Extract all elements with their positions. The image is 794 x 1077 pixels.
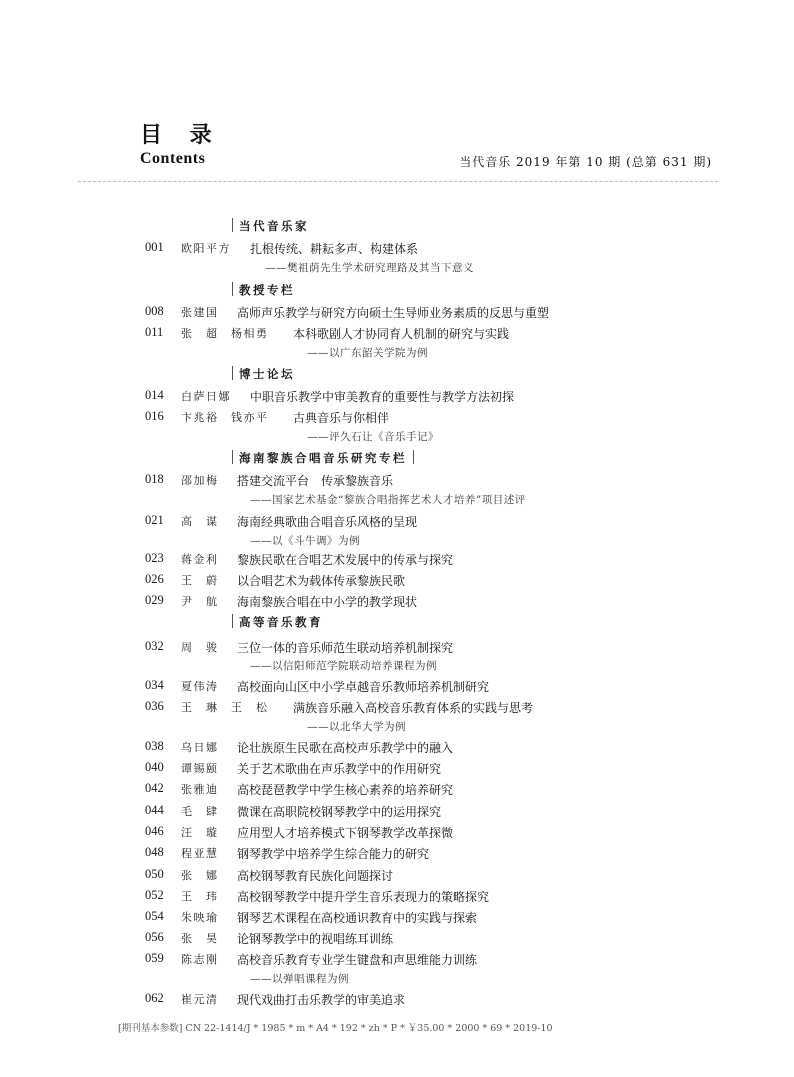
section-bracket-left <box>232 218 233 232</box>
toc-entry[interactable] <box>0 572 794 590</box>
article-author: 毛 肆 <box>181 805 219 818</box>
page-number: 038 <box>145 739 164 753</box>
article-title[interactable]: 高校面向山区中小学卓越音乐教师培养机制研究 <box>237 680 490 694</box>
toc-entry[interactable] <box>0 472 794 490</box>
page-number: 046 <box>145 824 164 838</box>
article-author: 张建国 <box>181 306 219 319</box>
article-author: 王 玮 <box>181 890 219 903</box>
page-number: 062 <box>145 991 164 1005</box>
page-number: 008 <box>145 304 164 318</box>
article-subtitle: ——以广东韶关学院为例 <box>307 347 428 359</box>
article-title[interactable]: 高校钢琴教学中提升学生音乐表现力的策略探究 <box>237 890 490 904</box>
article-subtitle: ——樊祖荫先生学术研究理路及其当下意义 <box>265 262 474 274</box>
page-title-english: Contents <box>140 150 206 167</box>
toc-entry[interactable] <box>0 739 794 757</box>
article-title[interactable]: 海南黎族合唱在中小学的教学现状 <box>237 595 418 609</box>
section-bracket-left <box>232 614 233 628</box>
page-number: 050 <box>145 867 164 881</box>
article-title[interactable]: 钢琴教学中培养学生综合能力的研究 <box>237 847 430 861</box>
article-title[interactable]: 三位一体的音乐师范生联动培养机制探究 <box>237 641 454 655</box>
article-title[interactable]: 本科歌剧人才协同育人机制的研究与实践 <box>293 327 510 341</box>
article-title[interactable]: 黎族民歌在合唱艺术发展中的传承与探究 <box>237 553 454 567</box>
page-number: 029 <box>145 593 164 607</box>
article-author: 张雅迪 <box>181 783 219 796</box>
article-author: 朱映瑜 <box>181 911 219 924</box>
title-block <box>140 118 222 149</box>
page-number: 018 <box>145 472 164 486</box>
page-number: 026 <box>145 572 164 586</box>
page-number: 040 <box>145 760 164 774</box>
toc-entry[interactable] <box>0 845 794 863</box>
page-title: 目 录 <box>140 123 222 148</box>
article-title[interactable]: 高校钢琴教育民族化问题探讨 <box>237 869 394 883</box>
page-number: 036 <box>145 699 164 713</box>
section-heading <box>232 450 414 466</box>
article-subtitle: ——以弹唱课程为例 <box>250 973 349 985</box>
page-number: 016 <box>145 409 164 423</box>
article-title[interactable]: 高校琵琶教学中学生核心素养的培养研究 <box>237 783 454 797</box>
toc-entry[interactable] <box>0 951 794 969</box>
article-author: 尹 航 <box>181 595 219 608</box>
section-label: 高等音乐教育 <box>239 615 323 629</box>
section-label: 当代音乐家 <box>239 219 309 233</box>
toc-entry[interactable] <box>0 388 794 406</box>
section-heading <box>232 366 295 382</box>
toc-entry[interactable] <box>0 513 794 531</box>
toc-entry[interactable] <box>0 593 794 611</box>
section-heading <box>232 282 295 298</box>
page-number: 056 <box>145 930 164 944</box>
article-author: 张 超 杨相勇 <box>181 327 269 340</box>
article-author: 崔元清 <box>181 993 219 1006</box>
toc-entry[interactable] <box>0 240 794 258</box>
article-title[interactable]: 论壮族原生民歌在高校声乐教学中的融入 <box>237 741 454 755</box>
section-label: 海南黎族合唱音乐研究专栏 <box>239 451 407 465</box>
article-author: 邵加梅 <box>181 474 219 487</box>
section-heading <box>232 218 309 234</box>
section-heading <box>232 614 323 630</box>
article-subtitle: ——以信阳师范学院联动培养课程为例 <box>250 660 437 672</box>
toc-entry[interactable] <box>0 678 794 696</box>
toc-entry[interactable] <box>0 930 794 948</box>
toc-entry[interactable] <box>0 325 794 343</box>
toc-entry[interactable] <box>0 760 794 778</box>
article-author: 谭锡颐 <box>181 762 219 775</box>
section-bracket-left <box>232 450 233 464</box>
article-title[interactable]: 高校音乐教育专业学生键盘和声思维能力训练 <box>237 953 478 967</box>
article-subtitle: ——评久石让《音乐手记》 <box>307 431 439 443</box>
toc-entry[interactable] <box>0 867 794 885</box>
page-number: 044 <box>145 803 164 817</box>
journal-parameters: [期刊基本参数] CN 22-1414/J * 1985 * m * A4 * 192 * zh * P * ￥35.00 * 2000 * 69 * 2019-10 <box>118 1023 553 1034</box>
section-label: 教授专栏 <box>239 283 295 297</box>
article-author: 汪 璇 <box>181 826 219 839</box>
toc-entry[interactable] <box>0 824 794 842</box>
article-author: 乌日娜 <box>181 741 219 754</box>
article-subtitle: ——以《斗牛调》为例 <box>250 535 360 547</box>
toc-entry[interactable] <box>0 304 794 322</box>
toc-entry[interactable] <box>0 909 794 927</box>
section-bracket-left <box>232 282 233 296</box>
toc-entry[interactable] <box>0 781 794 799</box>
article-author: 王 蔚 <box>181 574 219 587</box>
header-divider <box>78 181 718 182</box>
issue-info: 当代音乐 2019 年第 10 期 (总第 631 期) <box>459 155 712 169</box>
article-title[interactable]: 中职音乐教学中审美教育的重要性与教学方法初探 <box>250 390 515 404</box>
article-author: 程亚慧 <box>181 847 219 860</box>
article-title[interactable]: 关于艺术歌曲在声乐教学中的作用研究 <box>237 762 442 776</box>
article-author: 周 骏 <box>181 641 219 654</box>
page-number: 023 <box>145 551 164 565</box>
article-subtitle: ——国家艺术基金“黎族合唱指挥艺术人才培养”项目述评 <box>250 494 526 506</box>
page-number: 054 <box>145 909 164 923</box>
page-number: 001 <box>145 240 164 254</box>
article-title[interactable]: 以合唱艺术为载体传承黎族民歌 <box>237 574 406 588</box>
page-number: 048 <box>145 845 164 859</box>
page-number: 014 <box>145 388 164 402</box>
article-author: 蒋金利 <box>181 553 219 566</box>
section-bracket-left <box>232 366 233 380</box>
article-author: 卞兆裕 钱亦平 <box>181 411 269 424</box>
article-title[interactable]: 扎根传统、耕耘多声、构建体系 <box>250 242 419 256</box>
page-number: 021 <box>145 513 164 527</box>
toc-entry[interactable] <box>0 888 794 906</box>
article-title[interactable]: 满族音乐融入高校音乐教育体系的实践与思考 <box>293 701 534 715</box>
article-subtitle: ——以北华大学为例 <box>307 721 406 733</box>
article-author: 白萨日娜 <box>181 390 231 403</box>
article-author: 张 娜 <box>181 869 219 882</box>
toc-entry[interactable] <box>0 409 794 427</box>
article-title[interactable]: 论钢琴教学中的视唱练耳训练 <box>237 932 394 946</box>
page-number: 032 <box>145 639 164 653</box>
section-bracket-right <box>413 450 414 464</box>
page-number: 034 <box>145 678 164 692</box>
article-title[interactable]: 微课在高职院校钢琴教学中的运用探究 <box>237 805 442 819</box>
page-number: 042 <box>145 781 164 795</box>
page-number: 052 <box>145 888 164 902</box>
article-author: 陈志刚 <box>181 953 219 966</box>
toc-entry[interactable] <box>0 639 794 657</box>
toc-entry[interactable] <box>0 991 794 1009</box>
section-label: 博士论坛 <box>239 367 295 381</box>
article-title[interactable]: 钢琴艺术课程在高校通识教育中的实践与探索 <box>237 911 478 925</box>
article-author: 高 谋 <box>181 515 219 528</box>
article-title[interactable]: 搭建交流平台 传承黎族音乐 <box>237 474 394 488</box>
article-author: 欧阳平方 <box>181 242 231 255</box>
page-number: 059 <box>145 951 164 965</box>
toc-entry[interactable] <box>0 551 794 569</box>
page-number: 011 <box>145 325 164 339</box>
article-author: 王 琳 王 松 <box>181 701 269 714</box>
article-title[interactable]: 应用型人才培养模式下钢琴教学改革探微 <box>237 826 454 840</box>
article-title[interactable]: 现代戏曲打击乐教学的审美追求 <box>237 993 406 1007</box>
toc-entry[interactable] <box>0 803 794 821</box>
article-title[interactable]: 古典音乐与你相伴 <box>293 411 390 425</box>
article-author: 夏伟涛 <box>181 680 219 693</box>
article-author: 张 昊 <box>181 932 219 945</box>
article-title[interactable]: 高师声乐教学与研究方向硕士生导师业务素质的反思与重塑 <box>237 306 550 320</box>
article-title[interactable]: 海南经典歌曲合唱音乐风格的呈现 <box>237 515 418 529</box>
toc-entry[interactable] <box>0 699 794 717</box>
